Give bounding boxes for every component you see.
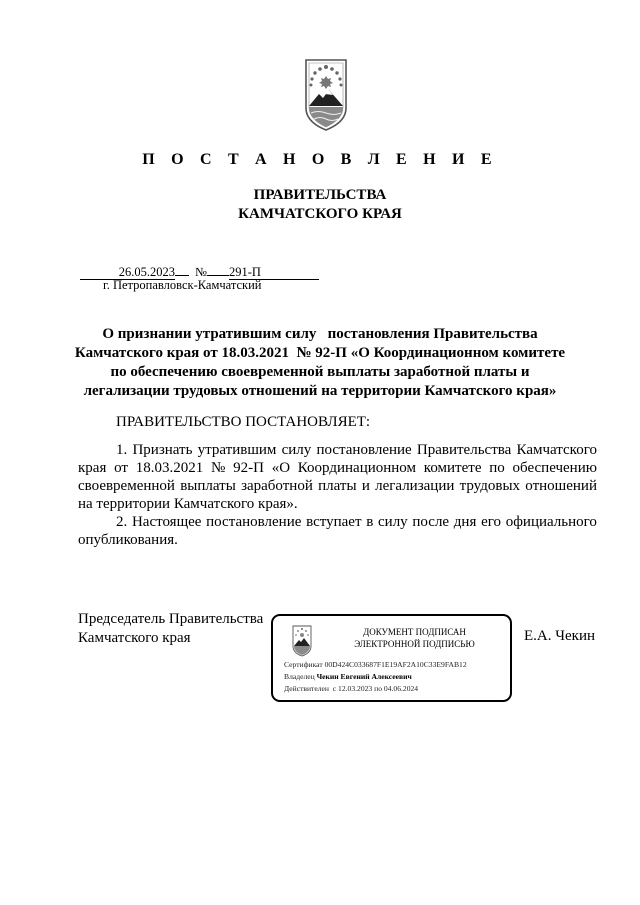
body-word: официального [505,514,597,530]
e-signature-heading-line: ЭЛЕКТРОННОЙ ПОДПИСЬЮ [354,639,475,649]
e-signature-heading-line: ДОКУМЕНТ ПОДПИСАН [363,627,466,637]
document-date: 26.05.2023 [80,265,175,280]
owner-label: Владелец [284,672,315,681]
body-line [78,495,597,513]
body-word: после [412,514,450,530]
body-word: № [211,460,226,476]
body-word: Признать [132,442,193,458]
validity-row [284,684,418,693]
body-line [78,459,597,477]
body-word: «О [271,460,291,476]
certificate-row [284,660,467,669]
body-word: по [489,460,505,476]
owner-value: Чекин Евгений Алексеевич [316,672,412,681]
validity-from: 12.03.2023 [338,684,373,693]
body-word: 92-П [233,460,264,476]
owner-row [284,672,412,681]
body-word: 1. [116,442,128,458]
subject-title-line: легализации трудовых отношений на территории Камчатского края» [83,383,557,399]
authority-line: КАМЧАТСКОГО КРАЯ [238,206,402,222]
body-word: и [361,478,370,494]
body-word: его [481,514,501,530]
authority-line: ПРАВИТЕЛЬСТВА [253,187,387,203]
certificate-value: 00D424C033687F1E19AF2A10C33E9FAB12 [324,660,467,669]
body-word: от [114,460,128,476]
body-word: силу [378,514,408,530]
document-number: 291-П [229,265,319,280]
body-line [78,441,597,459]
body-word: выплаты [180,478,236,494]
subject-title-line: по обеспечению своевременной выплаты заработной платы и [110,364,530,380]
kamchatka-coat-of-arms-icon [303,58,349,132]
body-line [78,513,597,531]
validity-to: 04.06.2024 [383,684,419,693]
decree-heading: ПРАВИТЕЛЬСТВО ПОСТАНОВЛЯЕТ: [116,414,371,430]
body-word: опубликования. [78,532,178,548]
e-signature-heading [327,626,502,650]
document-type-title: П О С Т А Н О В Л Е Н И Е [142,151,498,168]
body-word: силу [281,442,312,458]
body-word: заработной [241,478,313,494]
body-word: своевременной [78,478,175,494]
body-line [78,477,597,495]
body-word: комитете [423,460,482,476]
body-word: Настоящее [131,514,202,530]
body-word: в [366,514,374,530]
kamchatka-coat-of-arms-icon [292,625,312,657]
signer-name: Е.А. Чекин [524,628,595,644]
body-word: дня [453,514,477,530]
subject-title-line: О признании утратившим силу постановления Правительства [102,326,538,342]
validity-label: Действителен с [284,684,337,693]
body-word: обеспечению [512,460,597,476]
body-word: 2. [116,514,128,530]
body-word: Камчатского [516,442,597,458]
body-word: Координационном [297,460,417,476]
body-word: на территории Камчатского края». [78,496,298,512]
certificate-label: Сертификат [284,660,323,669]
body-word: края [78,460,107,476]
document-city: г. Петропавловск-Камчатский [103,278,262,292]
body-word: Правительства [416,442,512,458]
validity-to-label: по [374,684,382,693]
issuing-authority [0,186,640,224]
body-word: вступает [306,514,362,530]
body-word: легализации [375,478,455,494]
document-subject-title [40,325,600,401]
body-word: постановление [316,442,412,458]
subject-title-line: Камчатского края от 18.03.2021 № 92-П «О Координационном комитете [74,345,566,361]
signer-position-line: Камчатского края [78,630,191,646]
body-word: трудовых [459,478,521,494]
signer-position [78,610,263,648]
document-body [78,441,597,549]
body-word: отношений [525,478,597,494]
body-line [78,531,597,549]
electronic-signature-stamp [271,614,512,702]
body-word: платы [318,478,357,494]
body-word: утратившим [197,442,277,458]
body-word: постановление [206,514,302,530]
number-sign: № [195,265,207,279]
signer-position-line: Председатель Правительства [78,611,264,627]
body-word: 18.03.2021 [135,460,204,476]
